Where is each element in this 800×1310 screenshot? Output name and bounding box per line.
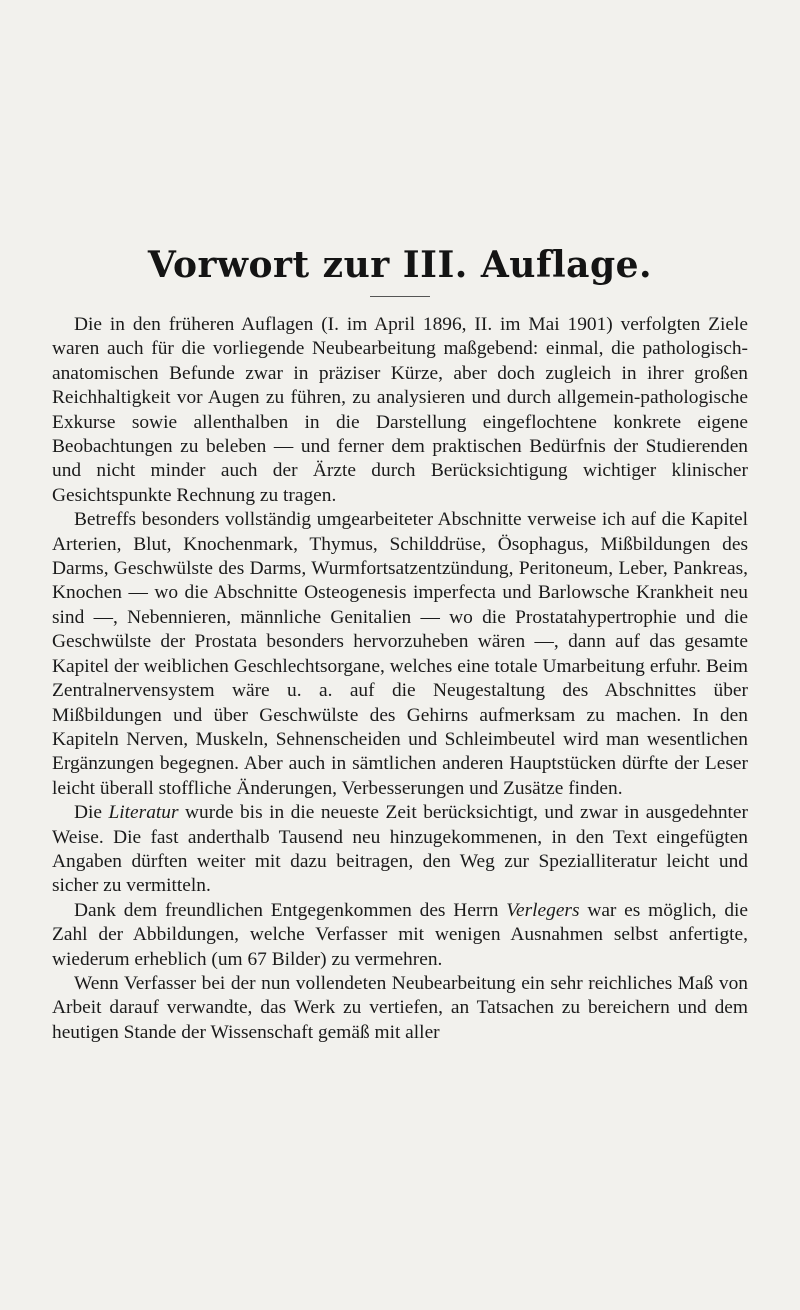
paragraph-4 [52,899,748,972]
paragraph-2: Betreffs besonders vollständig umgearbeiteter Abschnitte verweise ich auf die Kapitel Arterien, Blut, Knochenmark, Thymus, Schilddrüse, Ösophagus, Mißbildungen des Darms, Geschwülste des Darms, Wurmfortsatzentzündung, Peritoneum, Leber, Pankreas, Knochen — wo die Abschnitte Osteogenesis imperfecta und Barlowsche Krankheit neu sind —, Nebennieren, männliche Genitalien — wo die Prostatahypertrophie und die Geschwülste der Prostata besonders hervorzuheben wären —, dann auf das gesamte Kapitel der weiblichen Geschlechtsorgane, welches eine totale Umarbeitung erfuhr. Beim Zentralnervensystem wäre u. a. auf die Neugestaltung des Abschnittes über Mißbildungen und über Geschwülste des Gehirns aufmerksam zu machen. In den Kapiteln Nerven, Muskeln, Sehnenscheiden und Schleimbeutel wird man wesentlichen Ergänzungen begegnen. Aber auch in sämtlichen anderen Hauptstücken dürfte der Leser leicht überall stoffliche Änderungen, Verbesserungen und Zusätze finden. [52,509,748,799]
title-divider [370,296,430,297]
paragraph-3 [52,801,748,899]
paragraph-4-suffix: war es möglich, die Zahl der Abbildungen, welche Verfasser mit wenigen Ausnahmen selbst anfertigte, wiederum erheblich (um 67 Bilder) zu vermehren. [52,899,749,970]
emphasis-verlegers: Verlegers [506,899,580,921]
preface-body [52,313,748,1045]
paragraph-5: Wenn Verfasser bei der nun vollendeten Neubearbeitung ein sehr reichliches Maß von Arbeit darauf verwandte, das Werk zu vertiefen, an Tatsachen zu bereichern und dem heutigen Stande der Wissenschaft gemäß mit aller [52,972,748,1043]
paragraph-3-suffix: wurde bis in die neueste Zeit berücksichtigt, und zwar in ausgedehnter Weise. Die fast anderthalb Tausend neu hinzugekommenen, in den Text eingefügten Angaben dürften weiter mit dazu beitragen, den Weg zur Spezialliteratur leicht und sicher zu vermitteln. [52,802,748,897]
paragraph-4-prefix: Dank dem freundlichen Entgegenkommen des Herrn [74,899,507,921]
paragraph-3-prefix: Die [74,802,109,824]
paragraph-1: Die in den früheren Auflagen (I. im April 1896, II. im Mai 1901) verfolgten Ziele waren auch für die vorliegende Neubearbeitung maßgebend: einmal, die pathologisch-anatomischen Befunde zwar in präziser Kürze, aber doch zugleich in ihrer großen Reichhaltigkeit vor Augen zu führen, zu analysieren und durch allgemein-pathologische Exkurse sowie allenthalben in die Darstellung eingeflochtene konkrete eigene Beobachtungen zu beleben — und ferner dem praktischen Bedürfnis der Studierenden und nicht minder auch der Ärzte durch Berücksichtigung wichtiger klinischer Gesichtspunkte Rechnung zu tragen. [52,314,748,506]
page-title: Vorwort zur III. Auflage. [147,244,653,286]
emphasis-literatur: Literatur [108,802,179,824]
